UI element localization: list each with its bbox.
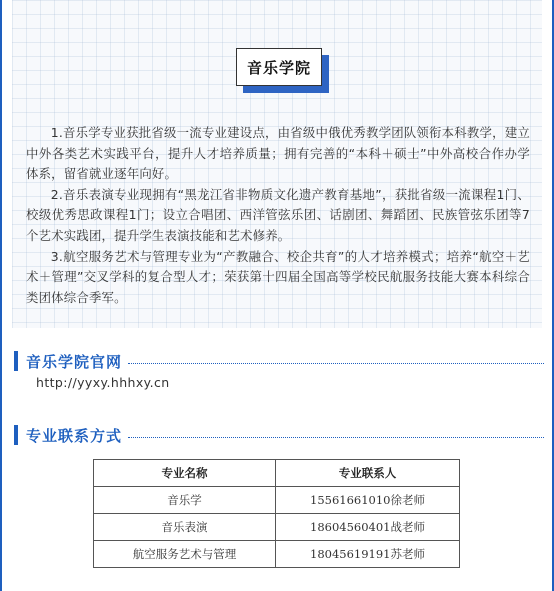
website-link[interactable]: http://yyxy.hhhxy.cn (36, 375, 170, 390)
table-row (94, 514, 460, 541)
table-row (94, 487, 460, 514)
dotted-divider (128, 437, 544, 438)
section-marker (14, 425, 18, 445)
paragraph-music-studies: 1.音乐学专业获批省级一流专业建设点，由省级中俄优秀教学团队领衔本科教学，建立中外各类艺术实践平台，提升人才培养质量；拥有完善的“本科＋硕士”中外高校合作办学体系，留省就业逐年向好。 (26, 125, 530, 182)
paragraph-music-performance: 2.音乐表演专业现拥有“黑龙江省非物质文化遗产教育基地”，获批省级一流课程1门、校级优秀思政课程1门；设立合唱团、西洋管弦乐团、话剧团、舞蹈团、民族管弦乐团等7个艺术实践团，提升学生表演技能和艺术修养。 (26, 186, 530, 243)
contacts-heading: 专业联系方式 (26, 426, 123, 445)
contact-person: 15561661010徐老师 (276, 487, 460, 514)
intro-text (26, 123, 530, 308)
major-name: 音乐学 (94, 487, 276, 514)
table-header-row (94, 460, 460, 487)
contact-person: 18604560401战老师 (276, 514, 460, 541)
dotted-divider (128, 363, 544, 364)
contacts-table (93, 459, 460, 568)
major-name: 航空服务艺术与管理 (94, 541, 276, 568)
major-name: 音乐表演 (94, 514, 276, 541)
title-block (0, 48, 554, 100)
page-title: 音乐学院 (236, 48, 322, 86)
table-row (94, 541, 460, 568)
website-heading: 音乐学院官网 (26, 352, 123, 371)
column-header-contact: 专业联系人 (276, 460, 460, 487)
section-marker (14, 351, 18, 371)
paragraph-aviation-service: 3.航空服务艺术与管理专业为“产教融合、校企共育”的人才培养模式；培养“航空＋艺术＋管理”交叉学科的复合型人才；荣获第十四届全国高等学校民航服务技能大赛本科综合类团体综合季军。 (26, 248, 530, 305)
contacts-section-header (14, 424, 544, 446)
contact-person: 18045619191苏老师 (276, 541, 460, 568)
website-section-header (14, 350, 544, 372)
column-header-major: 专业名称 (94, 460, 276, 487)
